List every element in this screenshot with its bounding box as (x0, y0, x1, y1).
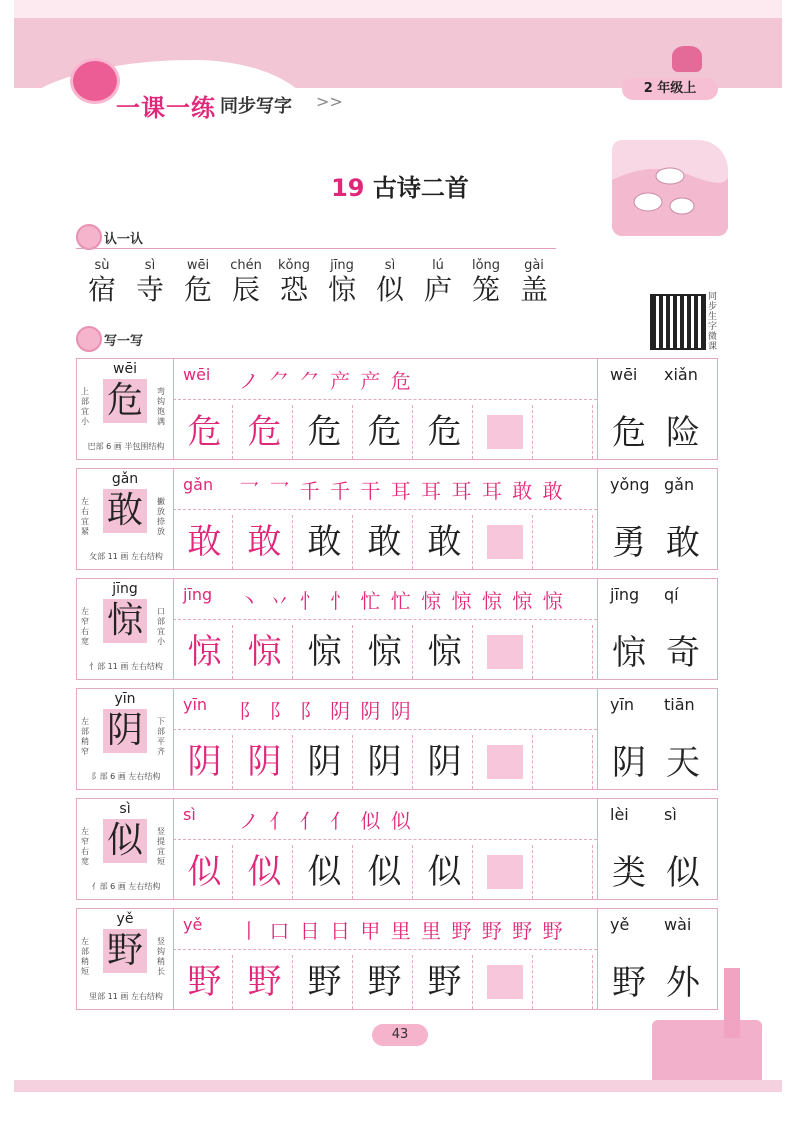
trace-cell[interactable]: 似 (237, 845, 293, 899)
house-illustration (652, 1020, 762, 1080)
word-pinyin: yīn (610, 695, 635, 714)
trace-cell[interactable]: 敢 (297, 515, 353, 569)
right-tip: 下部平齐 (157, 717, 165, 756)
stroke-order: ノ 亻 亻 亻 似 似 (239, 809, 413, 833)
blank-cell[interactable] (477, 955, 533, 1009)
lesson-name: 古诗二首 (372, 174, 469, 202)
word-area (597, 579, 718, 679)
word-pinyin: lèi (610, 805, 629, 824)
radical-info: 攵部 11 画 左右结构 (89, 552, 163, 561)
char-pinyin: jīng (112, 581, 138, 597)
stroke-order: ノ ⺈ ⺈ 产 产 危 (239, 369, 413, 393)
trace-cell[interactable]: 阴 (357, 735, 413, 789)
right-tip: 口部宜小 (157, 607, 165, 646)
guide-line (173, 949, 597, 950)
practice-cells (173, 955, 597, 1009)
word-char: 危 (612, 413, 646, 453)
blank-marker (487, 635, 523, 669)
char-model: 阴 (103, 709, 147, 753)
radical-info: 亻部 6 画 左右结构 (91, 882, 161, 891)
left-tip: 左部稍短 (81, 937, 89, 976)
trace-cell[interactable]: 危 (177, 405, 233, 459)
recognize-word (224, 258, 268, 307)
word-pinyin: xiǎn (664, 365, 698, 384)
trace-cell[interactable]: 阴 (177, 735, 233, 789)
trace-pinyin: yīn (183, 695, 208, 714)
word-area (597, 469, 718, 569)
char-card (77, 799, 174, 899)
landscape-illustration (612, 140, 728, 236)
series-title: 一课一练 (116, 94, 216, 122)
stroke-order: 阝 阝 阝 阴 阴 阴 (239, 699, 413, 723)
radical-info: 里部 11 画 左右结构 (89, 992, 163, 1001)
trace-cell[interactable]: 危 (237, 405, 293, 459)
write-label: 写一写 (104, 334, 144, 349)
writing-row (76, 688, 718, 790)
right-tip: 撇放捺放 (157, 497, 165, 536)
recognize-words (80, 258, 560, 316)
trace-cell[interactable]: 阴 (417, 735, 473, 789)
char-pinyin: sì (119, 801, 131, 817)
trace-cell[interactable]: 惊 (417, 625, 473, 679)
series-subtitle: 同步写字 (220, 96, 292, 117)
writing-row (76, 578, 718, 680)
guide-line (173, 839, 597, 840)
guide-line (173, 729, 597, 730)
blank-marker (487, 415, 523, 449)
word-area (597, 359, 718, 459)
blank-cell[interactable] (477, 735, 533, 789)
char-model: 野 (103, 929, 147, 973)
practice-cells (173, 735, 597, 789)
word-char: 险 (666, 413, 700, 453)
trace-cell[interactable]: 野 (237, 955, 293, 1009)
trace-cell[interactable]: 似 (417, 845, 473, 899)
trace-cell[interactable]: 野 (297, 955, 353, 1009)
word-pinyin: sì (384, 258, 396, 273)
trace-cell[interactable]: 敢 (357, 515, 413, 569)
word-char: 恐 (279, 273, 308, 306)
recognize-word (368, 258, 412, 307)
trace-area (173, 689, 597, 789)
trace-pinyin: wēi (183, 365, 211, 384)
word-pinyin: gài (524, 258, 544, 273)
trace-area (173, 909, 597, 1009)
trace-cell[interactable]: 似 (297, 845, 353, 899)
trace-cell[interactable]: 似 (177, 845, 233, 899)
mascot-icon (70, 58, 120, 104)
word-char: 惊 (612, 633, 646, 673)
word-char: 似 (375, 273, 404, 306)
empty-cell[interactable] (537, 955, 593, 1009)
blank-cell[interactable] (477, 515, 533, 569)
word-pinyin: yě (610, 915, 630, 934)
recognize-word (512, 258, 556, 307)
trace-cell[interactable]: 似 (357, 845, 413, 899)
trace-cell[interactable]: 惊 (177, 625, 233, 679)
word-char: 辰 (231, 273, 260, 306)
blank-marker (487, 965, 523, 999)
blank-marker (487, 745, 523, 779)
trace-cell[interactable]: 敢 (237, 515, 293, 569)
word-area (597, 909, 718, 1009)
trace-cell[interactable]: 野 (177, 955, 233, 1009)
char-model: 危 (103, 379, 147, 423)
word-char: 笼 (471, 273, 500, 306)
char-card (77, 689, 174, 789)
qr-code-icon[interactable] (650, 294, 706, 350)
char-pinyin: wēi (113, 361, 137, 377)
writing-row (76, 468, 718, 570)
trace-cell[interactable]: 阴 (297, 735, 353, 789)
blank-cell[interactable] (477, 405, 533, 459)
recognize-divider (76, 248, 556, 249)
trace-cell[interactable]: 危 (297, 405, 353, 459)
char-model: 似 (103, 819, 147, 863)
word-char: 惊 (327, 273, 356, 306)
radical-info: 忄部 11 画 左右结构 (89, 662, 163, 671)
word-char: 奇 (666, 633, 700, 673)
radical-info: 巴部 6 画 半包围结构 (87, 442, 165, 451)
word-pinyin: qí (664, 585, 679, 604)
guide-line (173, 619, 597, 620)
word-char: 似 (666, 853, 700, 893)
cart-icon (672, 46, 702, 72)
word-char: 野 (612, 963, 646, 1003)
writing-row (76, 798, 718, 900)
char-model: 惊 (103, 599, 147, 643)
word-char: 宿 (87, 273, 116, 306)
word-char: 危 (183, 273, 212, 306)
word-pinyin: jīng (610, 585, 640, 604)
word-char: 阴 (612, 743, 646, 783)
trace-pinyin: sì (183, 805, 196, 824)
guide-line (173, 399, 597, 400)
word-pinyin: sì (144, 258, 156, 273)
trace-cell[interactable]: 阴 (237, 735, 293, 789)
blank-marker (487, 525, 523, 559)
left-tip: 左窄右宽 (81, 827, 89, 866)
right-tip: 弯钩饱满 (157, 387, 165, 426)
word-pinyin: wài (664, 915, 692, 934)
word-char: 类 (612, 853, 646, 893)
word-pinyin: lǒng (471, 258, 501, 273)
trace-area (173, 469, 597, 569)
header-band-top (14, 0, 782, 20)
blank-cell[interactable] (477, 625, 533, 679)
char-model: 敢 (103, 489, 147, 533)
trace-pinyin: yě (183, 915, 203, 934)
recognize-word (464, 258, 508, 307)
char-card (77, 359, 174, 459)
writing-row (76, 358, 718, 460)
blank-cell[interactable] (477, 845, 533, 899)
stroke-order: 乛 乛 千 千 干 耳 耳 耳 耳 敢 敢 (239, 479, 565, 503)
word-char: 寺 (135, 273, 164, 306)
word-char: 庐 (423, 273, 452, 306)
right-tip: 竖提宜短 (157, 827, 165, 866)
word-area (597, 689, 718, 789)
trace-cell[interactable]: 野 (417, 955, 473, 1009)
trace-cell[interactable]: 野 (357, 955, 413, 1009)
trace-pinyin: gǎn (183, 475, 214, 494)
trace-pinyin: jīng (183, 585, 213, 604)
trace-cell[interactable]: 敢 (177, 515, 233, 569)
footer-band (14, 1080, 782, 1092)
practice-cells (173, 845, 597, 899)
recognize-word (80, 258, 124, 307)
chevron-right-icon: >> (316, 92, 343, 111)
empty-cell[interactable] (537, 735, 593, 789)
word-area (597, 799, 718, 899)
recognize-label: 认一认 (104, 232, 144, 247)
word-char: 外 (666, 963, 700, 1003)
word-char: 勇 (612, 523, 646, 563)
char-card (77, 469, 174, 569)
word-pinyin: sì (664, 805, 677, 824)
trace-cell[interactable]: 危 (417, 405, 473, 459)
char-pinyin: yě (116, 911, 134, 927)
left-tip: 左右宜紧 (81, 497, 89, 536)
radical-info: 阝部 6 画 左右结构 (91, 772, 161, 781)
trace-cell[interactable]: 惊 (237, 625, 293, 679)
recognize-word (272, 258, 316, 307)
stroke-order: 丨 口 日 日 甲 里 里 野 野 野 野 (239, 919, 565, 943)
recognize-word (416, 258, 460, 307)
word-pinyin: gǎn (664, 475, 695, 494)
recognize-word (176, 258, 220, 307)
stroke-order: 丶 丷 忄 忄 忙 忙 惊 惊 惊 惊 惊 (239, 589, 565, 613)
word-pinyin: tiān (664, 695, 695, 714)
recognize-icon (76, 224, 102, 250)
word-pinyin: lú (432, 258, 444, 273)
trace-area (173, 579, 597, 679)
left-tip: 左部稍窄 (81, 717, 89, 756)
recognize-word (320, 258, 364, 307)
char-card (77, 579, 174, 679)
word-char: 盖 (519, 273, 548, 306)
trace-cell[interactable]: 惊 (357, 625, 413, 679)
qr-caption: 同步生字微课 (708, 292, 718, 352)
lesson-number: 19 (331, 174, 365, 202)
char-pinyin: yīn (114, 691, 136, 707)
guide-line (173, 509, 597, 510)
char-pinyin: gǎn (111, 471, 139, 487)
windmill-illustration (724, 968, 740, 1038)
left-tip: 上部宜小 (81, 387, 89, 426)
word-pinyin: yǒng (610, 475, 650, 494)
practice-cells (173, 405, 597, 459)
word-char: 敢 (666, 523, 700, 563)
word-pinyin: wēi (610, 365, 638, 384)
word-char: 天 (666, 743, 700, 783)
empty-cell[interactable] (537, 625, 593, 679)
empty-cell[interactable] (537, 405, 593, 459)
practice-cells (173, 515, 597, 569)
word-pinyin: chén (230, 258, 262, 273)
trace-cell[interactable]: 敢 (417, 515, 473, 569)
empty-cell[interactable] (537, 845, 593, 899)
right-tip: 竖钩稍长 (157, 937, 165, 976)
trace-area (173, 799, 597, 899)
page-number: 43 (372, 1024, 428, 1046)
word-pinyin: sù (94, 258, 110, 273)
trace-cell[interactable]: 惊 (297, 625, 353, 679)
trace-cell[interactable]: 危 (357, 405, 413, 459)
grade-badge: 2 年级上 (622, 78, 718, 100)
recognize-word (128, 258, 172, 307)
word-pinyin: wēi (186, 258, 210, 273)
practice-cells (173, 625, 597, 679)
write-icon (76, 326, 102, 352)
writing-row (76, 908, 718, 1010)
word-pinyin: kǒng (278, 258, 310, 273)
word-pinyin: jīng (330, 258, 354, 273)
landscape-icon (612, 140, 728, 236)
left-tip: 左窄右宽 (81, 607, 89, 646)
empty-cell[interactable] (537, 515, 593, 569)
trace-area (173, 359, 597, 459)
blank-marker (487, 855, 523, 889)
char-card (77, 909, 174, 1009)
